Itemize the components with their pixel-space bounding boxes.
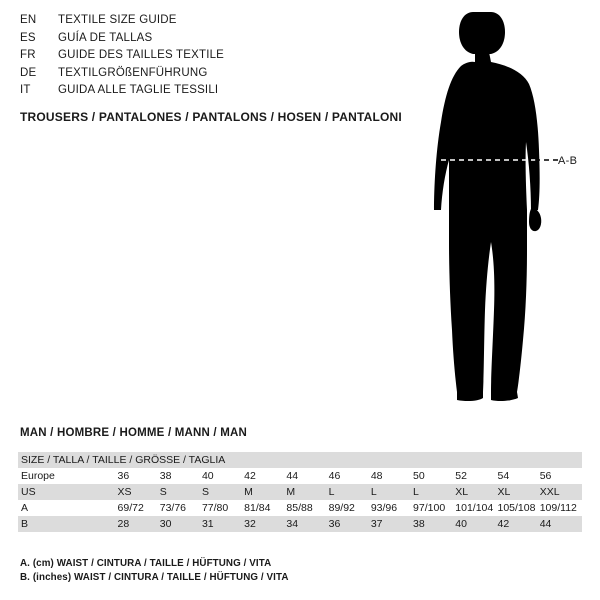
table-cell: 32	[244, 518, 256, 530]
table-cell: 77/80	[201, 502, 229, 514]
table-cell: 38	[159, 470, 172, 482]
male-figure-silhouette	[395, 10, 595, 410]
table-cell: 93/96	[370, 502, 398, 514]
table-cell: 69/72	[117, 502, 144, 514]
table-cell: M	[244, 486, 253, 498]
table-cell: S	[159, 486, 167, 498]
table-cell: 40	[201, 470, 214, 482]
table-cell: 48	[370, 470, 383, 482]
language-row	[20, 67, 360, 85]
table-cell: 52	[455, 470, 467, 482]
table-cell: 36	[328, 518, 341, 530]
language-code: DE	[20, 66, 37, 79]
table-row	[18, 484, 582, 500]
table-cell: 97/100	[413, 502, 446, 514]
table-cell: 34	[286, 518, 299, 530]
table-cell: M	[286, 486, 296, 498]
table-cell: L	[413, 486, 419, 498]
row-label: Europe	[21, 470, 55, 482]
table-cell: 38	[413, 518, 425, 530]
language-text: TEXTILE SIZE GUIDE	[58, 14, 177, 26]
table-row-header	[18, 452, 582, 468]
language-text: GUÍA DE TALLAS	[58, 31, 153, 44]
table-row	[18, 500, 582, 516]
table-cell: 73/76	[159, 502, 187, 514]
table-cell: 109/112	[539, 502, 577, 514]
table-cell: 42	[244, 470, 256, 482]
table-cell: 40	[455, 518, 467, 530]
table-cell: 37	[370, 518, 383, 530]
table-cell: 36	[117, 470, 130, 482]
table-cell: XL	[497, 486, 511, 498]
table-cell: 101/104	[455, 502, 494, 514]
table-cell: XS	[117, 486, 132, 498]
row-label: US	[21, 486, 36, 498]
table-cell: L	[328, 486, 335, 498]
language-code: IT	[20, 84, 31, 96]
page-title: TROUSERS / PANTALONES / PANTALONS / HOSEN / PANTALONI	[20, 110, 402, 124]
language-text: GUIDA ALLE TAGLIE TESSILI	[58, 84, 219, 96]
footnote-a: A. (cm) WAIST / CINTURA / TAILLE / HÜFTUNG / VITA	[20, 558, 272, 569]
language-text: GUIDE DES TAILLES TEXTILE	[58, 49, 225, 61]
row-label: A	[21, 502, 29, 514]
language-row	[20, 14, 360, 32]
table-cell: XL	[455, 486, 469, 498]
table-cell: 50	[413, 470, 425, 482]
table-cell: 44	[286, 470, 299, 482]
table-row	[18, 468, 582, 484]
table-cell: 31	[201, 518, 214, 530]
language-code: FR	[20, 49, 36, 61]
size-table	[18, 452, 582, 532]
language-code: EN	[20, 14, 37, 26]
table-cell: 44	[539, 518, 552, 530]
row-label: B	[21, 518, 29, 530]
language-text: TEXTILGRÖßENFÜHRUNG	[58, 66, 208, 79]
language-row	[20, 32, 360, 50]
language-code: ES	[20, 31, 36, 44]
table-cell: 42	[497, 518, 510, 530]
table-cell: 81/84	[244, 502, 271, 514]
language-row	[20, 49, 360, 67]
language-row	[20, 84, 360, 102]
table-cell: 56	[539, 470, 552, 482]
footnote-b: B. (inches) WAIST / CINTURA / TAILLE / HÜFTUNG / VITA	[20, 572, 289, 583]
table-cell: S	[201, 486, 209, 498]
table-cell: 85/88	[286, 502, 313, 514]
table-row	[18, 516, 582, 532]
table-cell: 105/108	[497, 502, 536, 514]
table-cell: 28	[117, 518, 130, 530]
table-cell: 46	[328, 470, 341, 482]
table-header-label: SIZE / TALLA / TAILLE / GRÖSSE / TAGLIA	[21, 454, 226, 466]
table-cell: 89/92	[328, 502, 355, 514]
table-cell: L	[370, 486, 377, 498]
table-cell: 54	[497, 470, 510, 482]
man-section-title: MAN / HOMBRE / HOMME / MANN / MAN	[20, 427, 248, 439]
measurement-label-ab: A-B	[558, 155, 578, 167]
language-list	[20, 14, 360, 102]
table-cell: XXL	[539, 486, 560, 498]
table-cell: 30	[159, 518, 172, 530]
footnotes	[20, 558, 289, 586]
